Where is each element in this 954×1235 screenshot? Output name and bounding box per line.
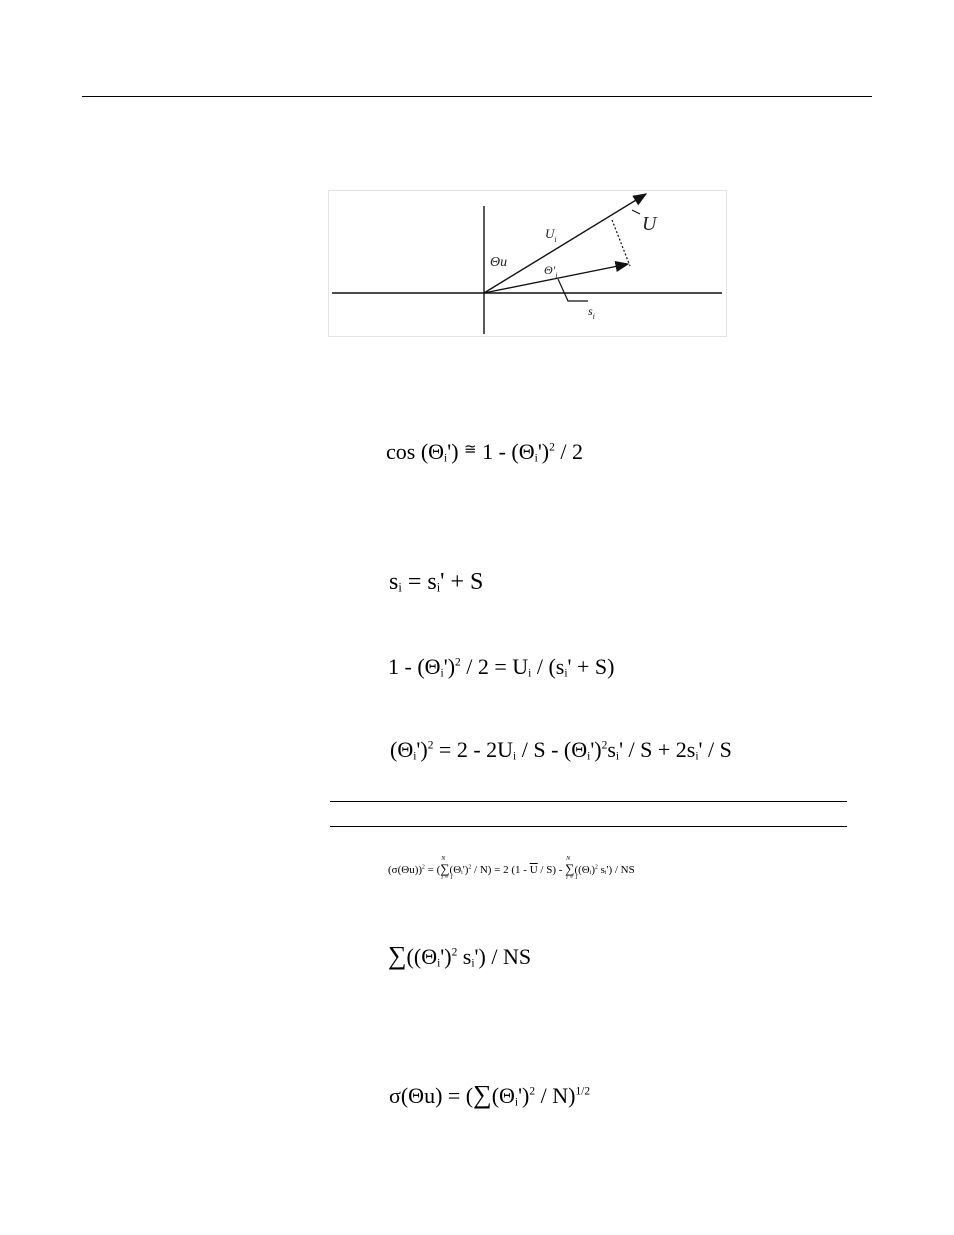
vector-diagram [328, 190, 728, 340]
label-theta-prime-i: $\Theta'_i$ [544, 263, 558, 280]
summation-1: N ∑ i = 1 [440, 856, 453, 881]
summation-2: N ∑ i = 1 [565, 856, 578, 881]
box-rule-top [330, 801, 847, 802]
equation-cos-approx: $\cos (\Theta_i')$ ≅ $1 - (\Theta_i')^2 / 2$ [386, 439, 583, 465]
label-ui: $U_i$ [545, 226, 557, 244]
header-rule [82, 96, 872, 97]
equation-ratio: $1 - (\Theta_i')^2 / 2 = U_i / (s_i' + S)$ [388, 654, 615, 680]
equation-theta-squared: $(\Theta_i')^2 = 2 - 2U_i / S - (\Theta_i')^2s_i' / S + 2s_i' / S$ [390, 737, 732, 763]
equation-std-dev: $\sigma(\Theta u) = (\sum(\Theta_i')^2 / N)^{1/2}$ [389, 1080, 591, 1109]
box-rule-bottom [330, 826, 847, 827]
label-big-u: U [642, 213, 657, 235]
label-theta-u: Θu [490, 255, 508, 270]
equation-variance: $(\sigma(\Theta u))^2$ = ( N ∑ i = 1 $(\Theta_i')^2 / N) = 2$ $(1 - \overline{U} / S)$ - N ∑ i = 1 ($(\Theta_i)^2$ $s_i'$) / NS [388, 856, 635, 881]
label-si: $s_i$ [588, 304, 595, 321]
figure-frame [329, 191, 727, 337]
si-leader [558, 279, 588, 301]
u-leader [632, 210, 640, 214]
equation-si: $s_i = s_i' + S$ [389, 569, 484, 595]
projection-dotted-line [612, 220, 630, 266]
equation-sum-term: $\sum((\Theta_i')^2$ $s_i'$) / NS [388, 941, 532, 970]
